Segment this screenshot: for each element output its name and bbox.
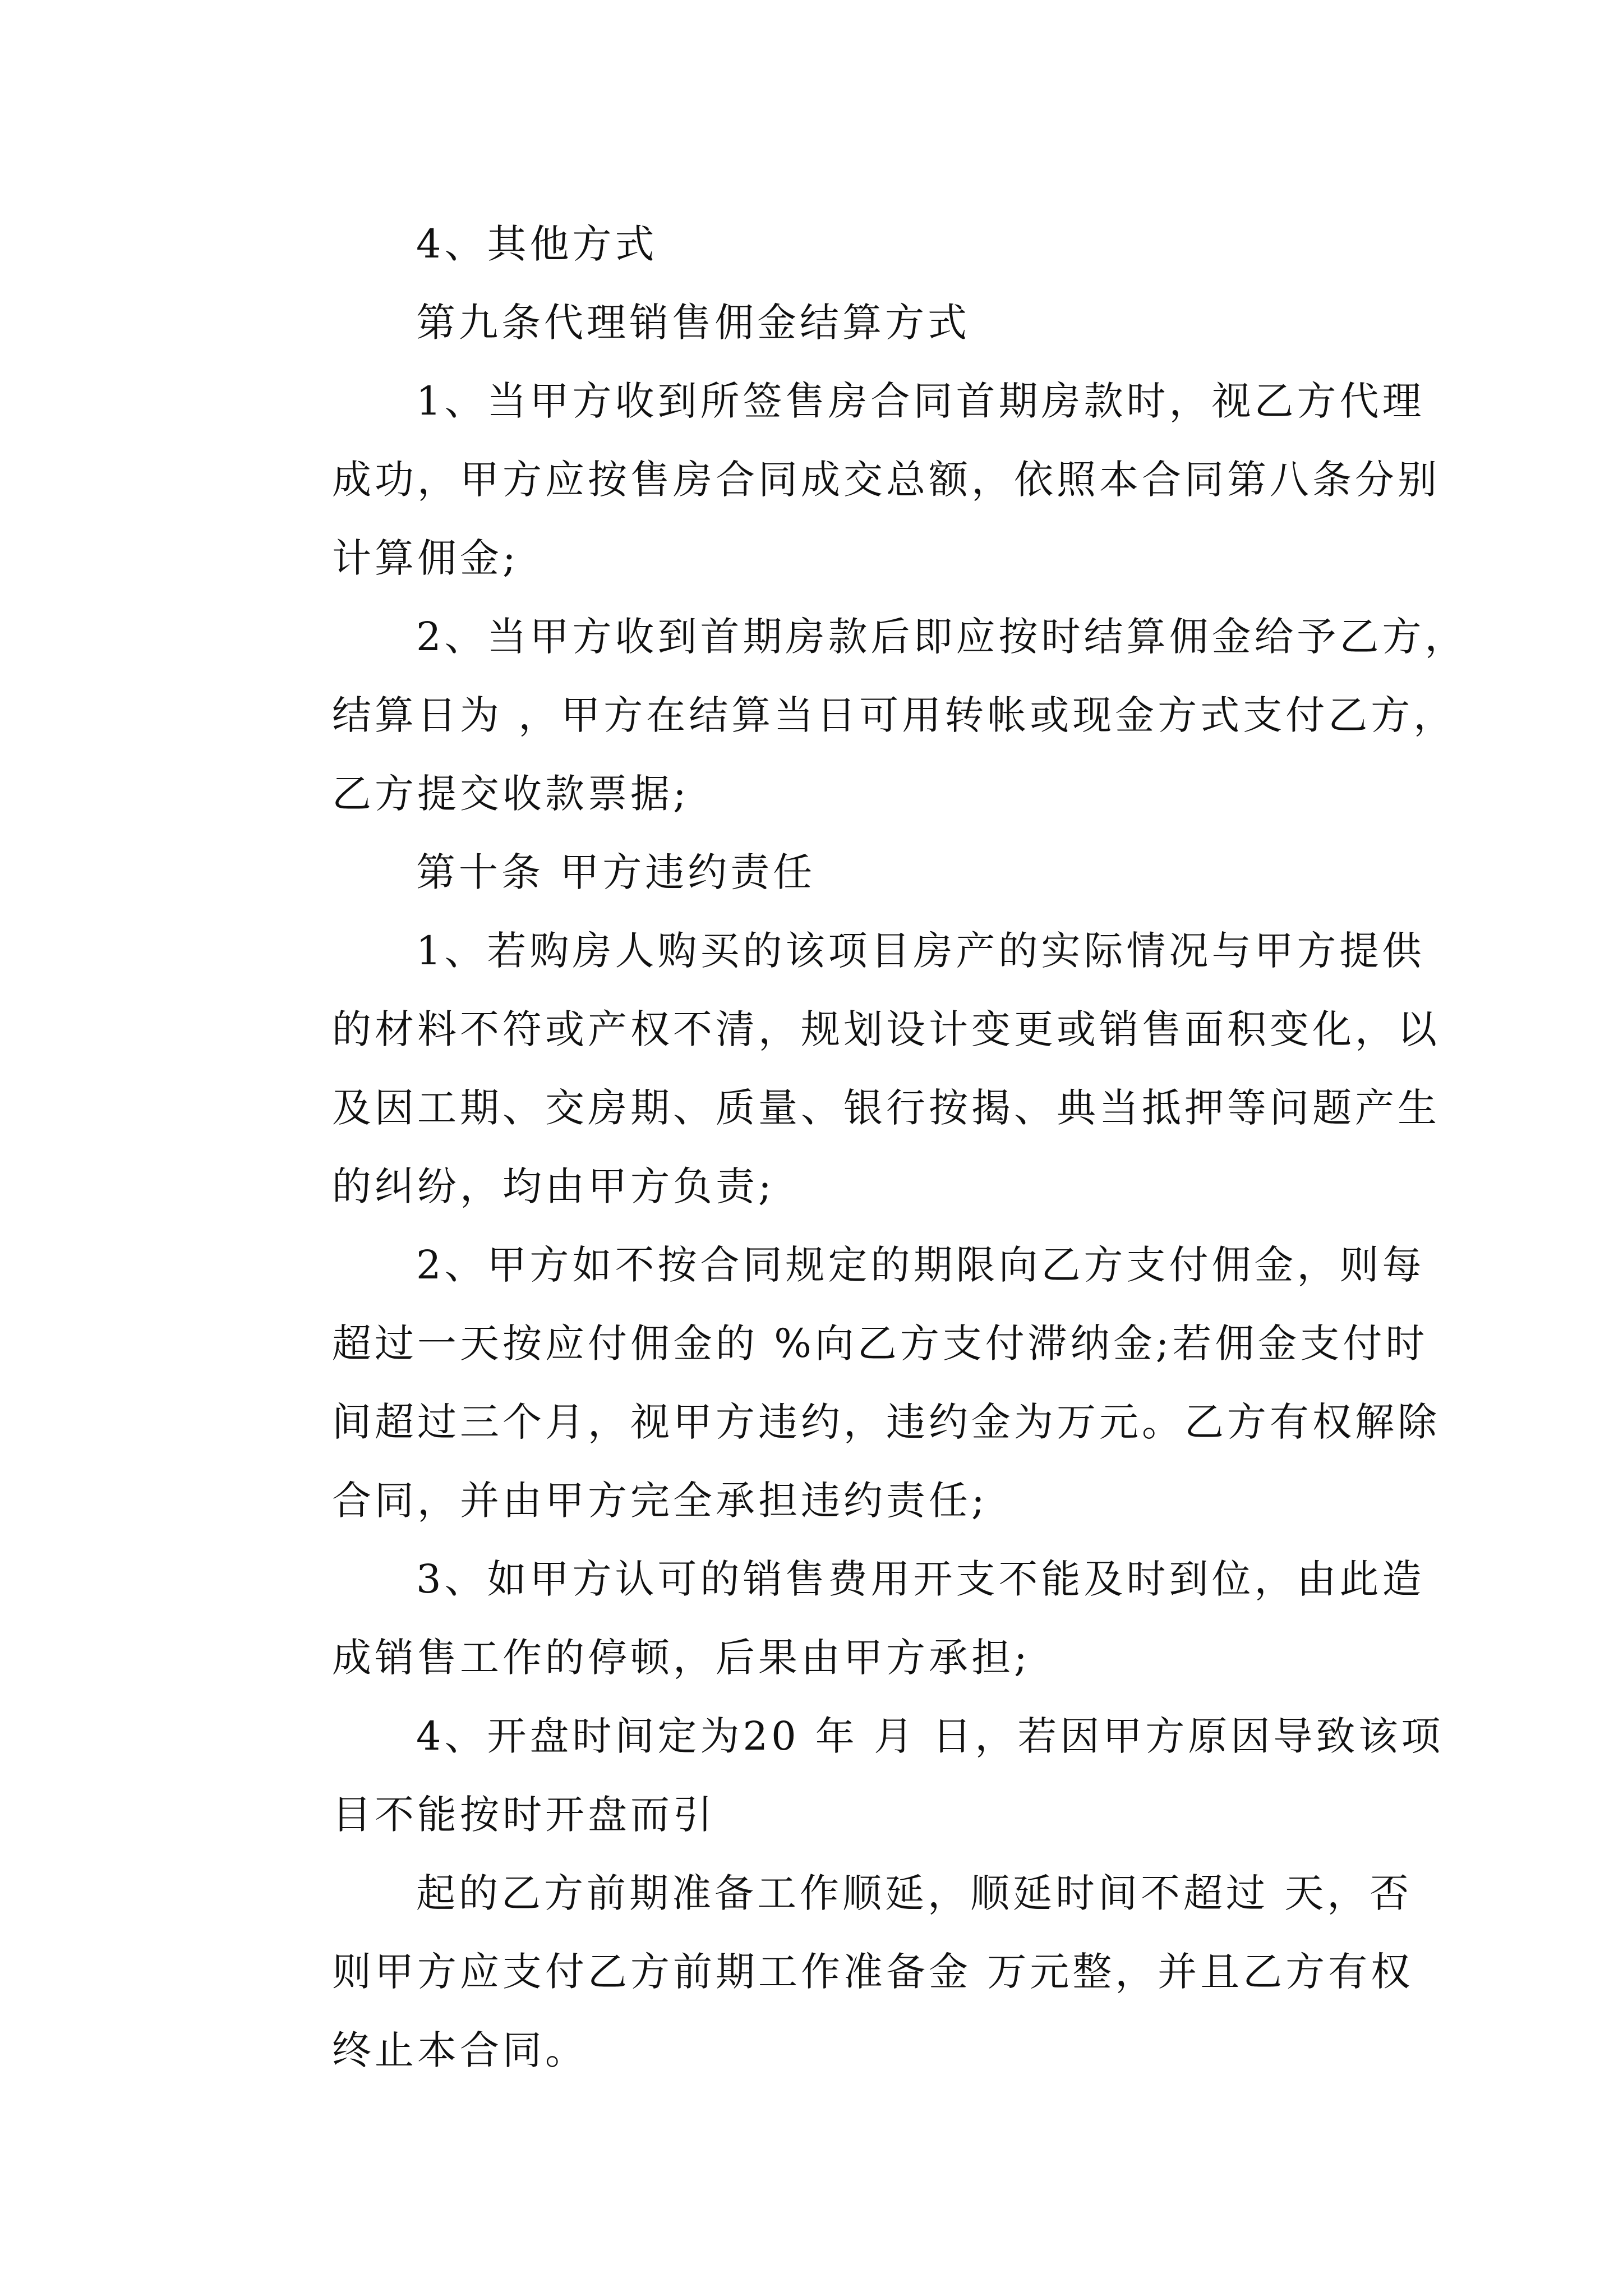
text-line: 终止本合同。 xyxy=(332,2027,588,2073)
paragraph xyxy=(248,1540,1425,1697)
text-line: 间超过三个月，视甲方违约，违约金为万元。乙方有权解除 xyxy=(332,1399,1440,1445)
text-line: 乙方提交收款票据; xyxy=(332,771,690,817)
text-line: 超过一天按应付佣金的 %向乙方支付滞纳金;若佣金支付时 xyxy=(332,1320,1428,1366)
paragraph xyxy=(248,205,1392,283)
text-line: 成销售工作的停顿，后果由甲方承担; xyxy=(332,1635,1031,1681)
text-line: 第十条 甲方违约责任 xyxy=(416,849,816,895)
text-line: 的材料不符或产权不清，规划设计变更或销售面积变化，以 xyxy=(332,1006,1440,1052)
text-line: 4、开盘时间定为20 年 月 日，若因甲方原因导致该项 xyxy=(416,1713,1444,1759)
document-body xyxy=(248,205,1468,2090)
text-line: 起的乙方前期准备工作顺延，顺延时间不超过 天，否 xyxy=(416,1870,1413,1916)
text-line: 2、当甲方收到首期房款后即应按时结算佣金给予乙方， xyxy=(416,614,1468,660)
text-line: 1、若购房人购买的该项目房产的实际情况与甲方提供 xyxy=(416,928,1425,974)
paragraph xyxy=(248,362,1440,597)
text-line: 合同，并由甲方完全承担违约责任; xyxy=(332,1478,988,1524)
text-line: 则甲方应支付乙方前期工作准备金 万元整，并且乙方有权 xyxy=(332,1949,1414,1995)
paragraph xyxy=(248,912,1440,1226)
text-line: 计算佣金; xyxy=(332,535,519,581)
text-line: 成功，甲方应按售房合同成交总额，依照本合同第八条分别 xyxy=(332,457,1440,503)
text-line: 1、当甲方收到所签售房合同首期房款时，视乙方代理 xyxy=(416,378,1425,424)
text-line: 第九条代理销售佣金结算方式 xyxy=(416,300,970,346)
text-line: 结算日为 ，甲方在结算当日可用转帐或现金方式支付乙方， xyxy=(332,692,1456,738)
text-line: 目不能按时开盘而引 xyxy=(332,1792,716,1838)
paragraph xyxy=(248,1854,1414,2090)
text-line: 4、其他方式 xyxy=(416,221,658,267)
paragraph xyxy=(248,597,1468,833)
paragraph xyxy=(248,1697,1444,1854)
text-line: 3、如甲方认可的销售费用开支不能及时到位，由此造 xyxy=(416,1556,1425,1602)
section-heading xyxy=(248,833,1392,912)
section-heading xyxy=(248,283,1392,362)
text-line: 的纠纷，均由甲方负责; xyxy=(332,1163,775,1209)
text-line: 2、甲方如不按合同规定的期限向乙方支付佣金，则每 xyxy=(416,1242,1425,1288)
paragraph xyxy=(248,1226,1440,1540)
text-line: 及因工期、交房期、质量、银行按揭、典当抵押等问题产生 xyxy=(332,1085,1440,1131)
